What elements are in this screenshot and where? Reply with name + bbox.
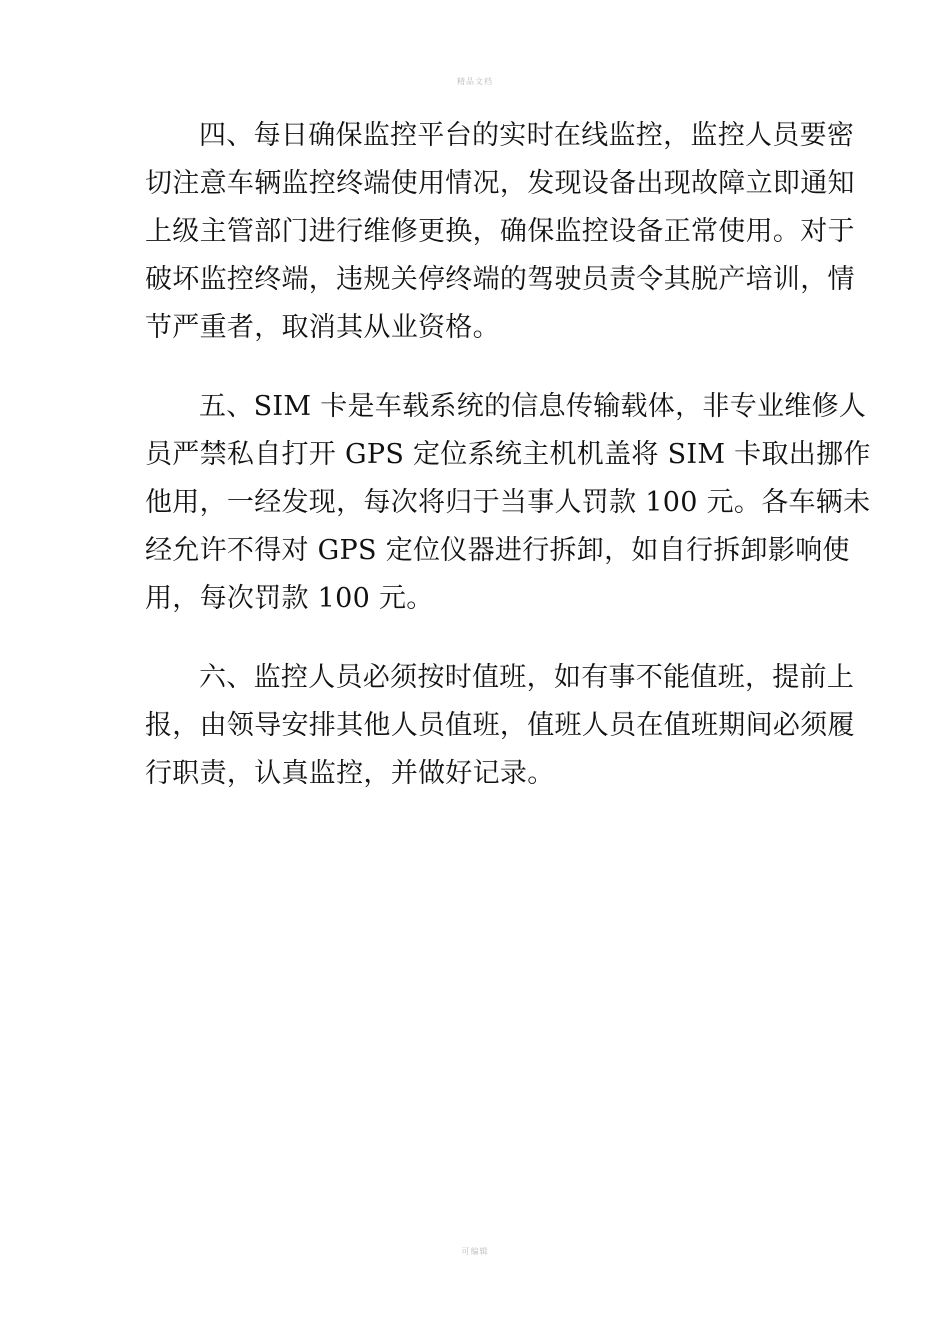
- page-header: 精品文档: [457, 77, 493, 86]
- paragraph-line: 他用，一经发现，每次将归于当事人罚款 100 元。各车辆未: [145, 487, 871, 518]
- paragraph-line: 上级主管部门进行维修更换，确保监控设备正常使用。对于: [145, 216, 855, 247]
- paragraph-line: 用，每次罚款 100 元。: [145, 583, 434, 614]
- paragraph-line: 六、监控人员必须按时值班，如有事不能值班，提前上: [199, 662, 855, 693]
- paragraph-line: 节严重者，取消其从业资格。: [145, 312, 500, 343]
- paragraph-line: 切注意车辆监控终端使用情况，发现设备出现故障立即通知: [145, 168, 855, 199]
- document-body: [145, 112, 871, 829]
- paragraph-line: 员严禁私自打开 GPS 定位系统主机机盖将 SIM 卡取出挪作: [145, 439, 871, 470]
- paragraph-5: [145, 383, 871, 623]
- paragraph-line: 五、SIM 卡是车载系统的信息传输载体，非专业维修人: [199, 391, 867, 422]
- paragraph-line: 报，由领导安排其他人员值班，值班人员在值班期间必须履: [145, 710, 855, 741]
- paragraph-6: [145, 654, 855, 798]
- paragraph-line: 破坏监控终端，违规关停终端的驾驶员责令其脱产培训，情: [145, 264, 855, 295]
- paragraph-line: 四、每日确保监控平台的实时在线监控，监控人员要密: [199, 120, 855, 151]
- paragraph-4: [145, 112, 855, 352]
- paragraph-line: 行职责，认真监控，并做好记录。: [145, 758, 555, 789]
- paragraph-line: 经允许不得对 GPS 定位仪器进行拆卸，如自行拆卸影响使: [145, 535, 850, 566]
- page-footer: 可编辑: [461, 1247, 489, 1256]
